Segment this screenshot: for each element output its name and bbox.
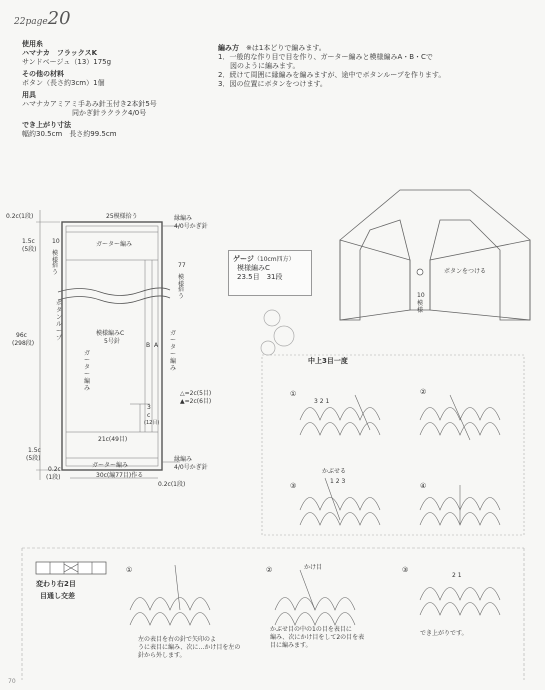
garter-bottom-label: ガーター編み — [92, 462, 129, 469]
other-heading: その他の材料 — [22, 70, 64, 78]
decorative-bubbles — [261, 310, 294, 355]
technique2-step2: ② — [266, 566, 273, 574]
tools-line2: 同かぎ針ラクラク4/0号 — [72, 109, 147, 117]
technique2-title-b: 目通し交差 — [40, 592, 75, 600]
yarn-heading: 使用糸 — [22, 40, 43, 48]
technique1-swatches — [300, 395, 500, 525]
technique1-nums-b: 1 2 3 — [330, 478, 346, 485]
bottom-left-d: (1段) — [46, 474, 61, 481]
top-left-dim: 0.2c(1段) — [6, 213, 34, 220]
garter-right-label: ガーター編み — [170, 330, 177, 372]
technique2-desc3: でき上がりです。 — [420, 630, 468, 637]
shawl-side-a: 10 — [417, 292, 425, 299]
label-b: B — [146, 342, 151, 349]
panel-inner — [66, 226, 158, 466]
technique1-step4: ④ — [420, 482, 427, 490]
bottom-left-a: 1.5c — [28, 447, 41, 454]
technique2-step1: ① — [126, 566, 133, 574]
size-detail: 幅約30.5cm 長さ約99.5cm — [22, 130, 117, 138]
technique1-nums-a: 3 2 1 — [314, 398, 330, 405]
right-pickup-c: 拾う — [178, 286, 185, 300]
gauge-unit: （10cm四方） — [253, 256, 295, 263]
technique2-desc2a: かぶせ目の中の1の目を表目に — [270, 626, 352, 633]
instructions-step1b: 図のように編みます。 — [230, 62, 300, 70]
bottom-right-dim: 0.2c(1段) — [158, 481, 186, 488]
footer-page-number: 70 — [8, 678, 16, 685]
small-sts: (12目) — [144, 420, 160, 426]
tools-line1: ハマナカアミアミ手あみ針玉付き2本針5号 — [22, 100, 157, 108]
instructions-step1a: 1．一般的な作り目で目を作り、ガーター編みと模様編みA・B・Cで — [218, 53, 433, 61]
technique2-desc1b: うに表目に編み、次に…かけ目を左の — [138, 644, 241, 651]
gauge-line2: 23.5目 31段 — [237, 273, 283, 281]
fold-break — [58, 288, 170, 296]
length-a: 96c — [16, 332, 27, 339]
gauge-line1: 模様編みC — [237, 264, 270, 272]
technique1-step2: ② — [420, 388, 427, 396]
length-b: (298段) — [12, 340, 35, 347]
button-marker — [417, 269, 423, 275]
gauge-heading: ゲージ — [233, 255, 254, 263]
side-pickup-a: 10 — [52, 238, 60, 245]
left-dim-a: 1.5c — [22, 238, 35, 245]
bottom-width-label: 21c(49目) — [98, 436, 128, 443]
technique1-title: 中上3目一度 — [308, 357, 348, 365]
technique2-title-a: 変わり右2目 — [36, 580, 76, 588]
shawl-side-b: 模様 — [417, 300, 424, 314]
technique2-desc2c: 目に編みます。 — [270, 642, 312, 649]
needle-5-label: 5号針 — [104, 338, 120, 345]
technique1-step1: ① — [290, 390, 297, 398]
technique2-nums: 2 1 — [452, 572, 462, 579]
technique2-desc1c: 針から外します。 — [138, 652, 186, 659]
bottom-left-c: 0.2c — [48, 466, 61, 473]
button-loop-label: ボタンループ — [56, 300, 63, 342]
pattern-c-label: 模様編みC — [96, 330, 125, 337]
technique2-desc1a: 左の表目を右の針で矢印のよ — [138, 636, 217, 643]
page-prefix: 22 — [14, 17, 26, 27]
garter-left-label: ガーター編み — [84, 350, 91, 392]
cast-on-label: 30c(編77目)作る — [96, 472, 144, 479]
dec2-label: ▲=2c(6目) — [180, 398, 212, 405]
page-word: page — [25, 17, 48, 27]
technique2-swatches — [130, 565, 500, 625]
yarn-detail: サンドベージュ（13）175g — [22, 58, 112, 66]
label-a: A — [154, 342, 159, 349]
technique1-step3: ③ — [290, 482, 297, 490]
shawl-drawing — [340, 190, 530, 320]
shawl-button-label: ボタンをつける — [444, 268, 487, 275]
other-detail: ボタン（長さ約3cm）1個 — [22, 79, 105, 87]
edge-bottom-label-a: 縁編み — [174, 456, 193, 463]
technique1-frame — [262, 355, 524, 535]
right-pickup-a: 77 — [178, 262, 186, 269]
garter-top-label: ガーター編み — [96, 241, 133, 248]
bottom-left-b: (5段) — [26, 455, 41, 462]
instructions-note: ※は1本どりで編みます。 — [246, 44, 326, 52]
page-number-value: 20 — [47, 8, 71, 29]
small-3: 3 — [147, 404, 151, 411]
instructions-step3: 3．図の位置にボタンをつけます。 — [218, 80, 327, 88]
gauge-box — [228, 250, 312, 296]
top-stitches-label: 25模様拾う — [106, 213, 138, 220]
instructions-heading: 編み方 — [218, 44, 239, 52]
technique1-cover-label: かぶせる — [322, 468, 347, 475]
side-pickup-b: 模様 — [52, 250, 59, 264]
tools-heading: 用具 — [22, 91, 36, 99]
edge-top-label-b: 4/0号かぎ針 — [174, 223, 208, 230]
left-dim-b: (5段) — [22, 246, 37, 253]
edge-top-label-a: 縁編み — [174, 215, 193, 222]
edge-bottom-label-b: 4/0号かぎ針 — [174, 464, 208, 471]
dec1-label: △=2c(5目) — [180, 390, 212, 397]
technique2-kakeme: かけ目 — [304, 564, 323, 571]
side-pickup-c: 拾う — [52, 262, 59, 276]
technique2-desc2b: 編み、次にかけ目をして2の目を表 — [270, 634, 365, 641]
right-pickup-b: 模様 — [178, 274, 185, 288]
technique2-step3: ③ — [402, 566, 409, 574]
instructions-step2: 2．続けて周囲に縁編みを編みますが、途中でボタンループを作ります。 — [218, 71, 446, 79]
small-c: c — [147, 412, 151, 419]
size-heading: でき上がり寸法 — [22, 121, 71, 129]
yarn-name: ハマナカ フラックスK — [22, 49, 98, 57]
